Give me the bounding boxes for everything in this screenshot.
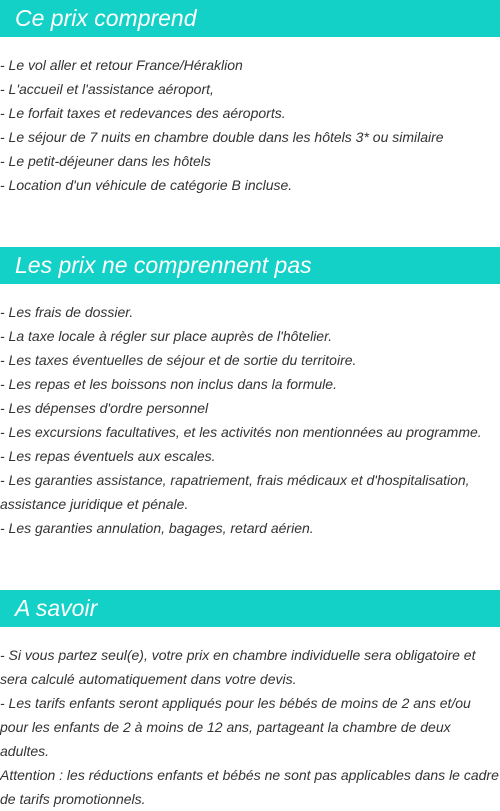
- section-header-included: [0, 0, 500, 37]
- good-to-know-list: [0, 643, 500, 811]
- list-item: - Les tarifs enfants seront appliqués pour les bébés de moins de 2 ans et/ou pour les enfants de 2 à moins de 12 ans, partageant la chambre de deux adultes.: [0, 695, 471, 759]
- list-item: - Location d'un véhicule de catégorie B incluse.: [0, 177, 293, 193]
- list-item: - Les taxes éventuelles de séjour et de sortie du territoire.: [0, 352, 357, 368]
- section-title-not-included: Les prix ne comprennent pas: [15, 252, 312, 278]
- list-item: - Les dépenses d'ordre personnel: [0, 400, 209, 416]
- list-item: - La taxe locale à régler sur place auprès de l'hôtelier.: [0, 328, 333, 344]
- list-item: - Le séjour de 7 nuits en chambre double dans les hôtels 3* ou similaire: [0, 129, 444, 145]
- list-item: - Si vous partez seul(e), votre prix en chambre individuelle sera obligatoire et sera calculé automatiquement dans votre devis.: [0, 647, 476, 687]
- list-item: - Les repas et les boissons non inclus dans la formule.: [0, 376, 337, 392]
- list-item: - Le petit-déjeuner dans les hôtels: [0, 153, 211, 169]
- section-header-not-included: [0, 247, 500, 284]
- list-item: Attention : les réductions enfants et bébés ne sont pas applicables dans le cadre de tarifs promotionnels.: [0, 767, 499, 807]
- list-item: - Le vol aller et retour France/Héraklion: [0, 57, 243, 73]
- not-included-list: [0, 300, 500, 540]
- section-header-good-to-know: [0, 590, 500, 627]
- section-title-good-to-know: A savoir: [15, 595, 98, 621]
- list-item: - L'accueil et l'assistance aéroport,: [0, 81, 214, 97]
- list-item: - Les repas éventuels aux escales.: [0, 448, 216, 464]
- included-list: [0, 53, 500, 197]
- list-item: - Les excursions facultatives, et les activités non mentionnées au programme.: [0, 424, 482, 440]
- list-item: - Les frais de dossier.: [0, 304, 134, 320]
- list-item: - Le forfait taxes et redevances des aéroports.: [0, 105, 286, 121]
- list-item: - Les garanties annulation, bagages, retard aérien.: [0, 520, 314, 536]
- section-title-included: Ce prix comprend: [15, 5, 197, 31]
- list-item: - Les garanties assistance, rapatriement, frais médicaux et d'hospitalisation, assistance juridique et pénale.: [0, 472, 470, 512]
